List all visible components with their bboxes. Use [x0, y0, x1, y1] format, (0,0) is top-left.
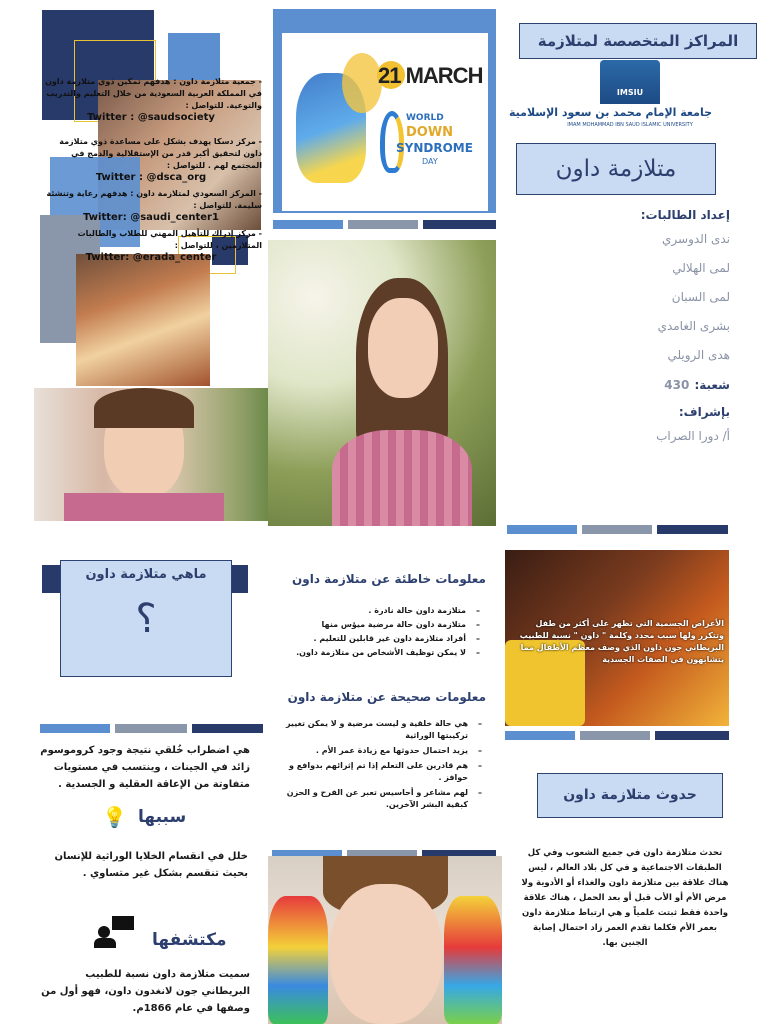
divider-navy-2 — [657, 525, 728, 534]
discoverer-text: سميت متلازمة داون نسبة للطبيب البريطاني جون لانغدون داون، فهو أول من وصفها في عام 1866م. — [41, 969, 250, 1014]
child-face — [330, 884, 442, 1024]
divider-grey-1 — [348, 220, 418, 229]
correct-info-list — [278, 718, 482, 811]
supervisor-name: أ/ دورا الصراب — [656, 429, 730, 443]
center-text-4: - مركز إدراك للتأهيل المهني للطلاب والطالبات المتلازمين ، للتواصل : — [77, 229, 262, 250]
section-number: 430 — [664, 378, 690, 392]
section-label: شعبة: — [694, 378, 730, 392]
center-text-2: - مركز دسكا يهدف بشكل على مساعدة ذوي متلازمة داون لتحقيق أكبر قدر من الإستقلالية والدمج في المجتمع لهم . للتواصل : — [59, 137, 262, 170]
cause-text: خلل في انقسام الخلايا الوراثية للإنسان بحيث تنقسم بشكل غير متساوي . — [54, 851, 248, 879]
center-handle-4[interactable]: Twitter: @erada_center — [85, 252, 217, 263]
logo-mark-icon — [600, 60, 660, 104]
centers-title-box — [519, 23, 757, 59]
supervision-label: بإشراف: — [678, 405, 730, 419]
main-title-box — [516, 143, 716, 195]
divider-grey-2 — [582, 525, 652, 534]
main-title: متلازمة داون — [555, 156, 677, 182]
centers-title: المراكز المتخصصة لمتلازمة — [537, 32, 739, 50]
center-handle-3[interactable]: Twitter: @saudi_center1 — [83, 212, 219, 223]
center-text-3: - المركز السعودي لمتلازمة داون : هدفهم رعاية وتنشئة سليمة. للتواصل : — [46, 189, 262, 210]
wrong-info-item: – متلازمة داون حالة نادرة . — [292, 604, 480, 618]
occurrence-title: حدوث متلازمة داون — [563, 787, 697, 803]
divider-navy-5 — [655, 731, 729, 740]
occurrence-text: تحدث متلازمة داون في جميع الشعوب وفي كل الطبقات الاجتماعية و في كل بلاد العالم ، ليس هناك علاقة بين متلازمة داون والغذاء أو الأدوية ولا مرض الأم أو الأب قبل أو بعد الحمل ، هناك علاقة واحدة فقط ثبتت علمياً و هي ارتباط متلازمة داون بعمر الأم فكلما تقدم العمر زاد احتمال إصابة الجنين بها. — [521, 848, 729, 948]
cause-title: سببها — [138, 807, 187, 827]
center-handle-1[interactable]: Twitter : @saudsociety — [87, 112, 215, 123]
girl-photo-center — [268, 240, 496, 526]
credits — [560, 208, 730, 443]
painted-hand-left — [268, 896, 328, 1024]
presenter-icon — [94, 916, 134, 946]
lightbulb-icon: 💡 — [102, 805, 127, 829]
centers-list — [40, 76, 262, 338]
symptoms-text: الأعراض الجسمية التي تظهر على أكثر من طفل وتتكرر ولها سبب محدد وكلمة " داون " نسبة للطبيب البريطاني جون داون الذي وصف معظم الأطفال مما يتشابهون في الصفات الجسدية — [519, 619, 724, 664]
poster — [282, 33, 488, 211]
girl-shirt-center — [332, 430, 472, 526]
wrong-info-item: – أفراد متلازمة داون غير قابلين للتعليم . — [292, 632, 480, 646]
occurrence-title-box — [537, 773, 723, 818]
poster-date: 21 MARCH — [378, 63, 483, 88]
center-item-1 — [40, 76, 262, 124]
what-is-text: هي اضطراب خُلقي نتيجة وجود كروموسوم زائد في الجينات ، وينتسب في مستويات متفاوتة من الإعاقة العقلية و الجسدية . — [40, 745, 250, 790]
divider-navy-3 — [192, 724, 263, 733]
student-name-1: ندى الدوسري — [662, 232, 730, 246]
wrong-info-item: – متلازمة داون حالة مرضية ميؤس منها — [292, 618, 480, 632]
poster-line-2: DOWN — [406, 125, 454, 140]
wrong-info-list — [292, 604, 480, 660]
correct-info-item: – هي حالة خلقية و ليست مرضية و لا يمكن تغيير تركيبتها الوراثية — [278, 718, 482, 742]
painted-hand-right — [444, 896, 502, 1024]
wrong-info-title: معلومات خاطئة عن متلازمة داون — [292, 572, 486, 586]
university-name-ar: جامعة الإمام محمد بن سعود الإسلامية — [508, 106, 712, 119]
girl-face-center — [368, 298, 438, 398]
cause-heading — [98, 803, 248, 833]
student-name-3: لمى السبان — [671, 290, 730, 304]
discoverer-heading — [92, 916, 252, 950]
divider-blue-2 — [507, 525, 577, 534]
university-logo — [508, 58, 712, 134]
university-name-en: IMAM MOHAMMAD IBN SAUD ISLAMIC UNIVERSITY — [567, 122, 693, 128]
center-item-3 — [40, 188, 262, 224]
girl-photo-left — [34, 388, 268, 521]
center-handle-2[interactable]: Twitter : @dsca_org — [95, 172, 207, 183]
hand-icon-2 — [342, 53, 382, 113]
student-name-4: بشرى الغامدي — [657, 319, 730, 333]
logo-abbr: IMSIU — [616, 88, 644, 97]
center-item-4 — [40, 228, 262, 264]
correct-info-item: – هم قادرين على التعلم إذا تم إثرائهم بدوافع و حوافز . — [278, 760, 482, 784]
section-row — [560, 374, 730, 393]
divider-navy-1 — [423, 220, 496, 229]
center-text-1: - جمعية متلازمة داون : هدفهم تمكين ذوي متلازمة داون في المملكة العربية السعودية من خلال التعليم والتدريب والتوعية. للتواصل : — [45, 77, 262, 110]
discoverer-title: مكتشفها — [152, 930, 227, 950]
wrong-info-item: – لا يمكن توظيف الأشخاص من متلازمة داون. — [292, 646, 480, 660]
prepared-label: إعداد الطالبات: — [640, 208, 730, 222]
child-hands-photo — [268, 856, 502, 1024]
divider-blue-5 — [505, 731, 575, 740]
divider-grey-3 — [115, 724, 187, 733]
divider-blue-3 — [40, 724, 110, 733]
poster-line-1: WORLD — [406, 113, 444, 123]
student-name-2: لمى الهلالي — [672, 261, 730, 275]
girl-hair-left — [94, 388, 194, 428]
what-is-box — [60, 560, 232, 677]
divider-blue-1 — [273, 220, 343, 229]
poster-line-4: DAY — [422, 157, 438, 166]
divider-grey-5 — [580, 731, 650, 740]
center-item-2 — [40, 136, 262, 184]
what-is-title: ماهي متلازمة داون — [85, 567, 207, 582]
question-mark-icon: ؟ — [135, 596, 157, 642]
correct-info-item: – لهم مشاعر و أحاسيس تعبر عن الفرح و الحزن كبقية البشر الآخرين. — [278, 787, 482, 811]
correct-info-item: – يزيد احتمال حدوثها مع زيادة عمر الأم . — [278, 745, 482, 757]
poster-line-3: SYNDROME — [396, 141, 473, 155]
girl-shirt-left — [64, 493, 224, 521]
correct-info-title: معلومات صحيحة عن متلازمة داون — [287, 690, 486, 704]
student-name-5: هدى الرويلي — [667, 348, 730, 362]
